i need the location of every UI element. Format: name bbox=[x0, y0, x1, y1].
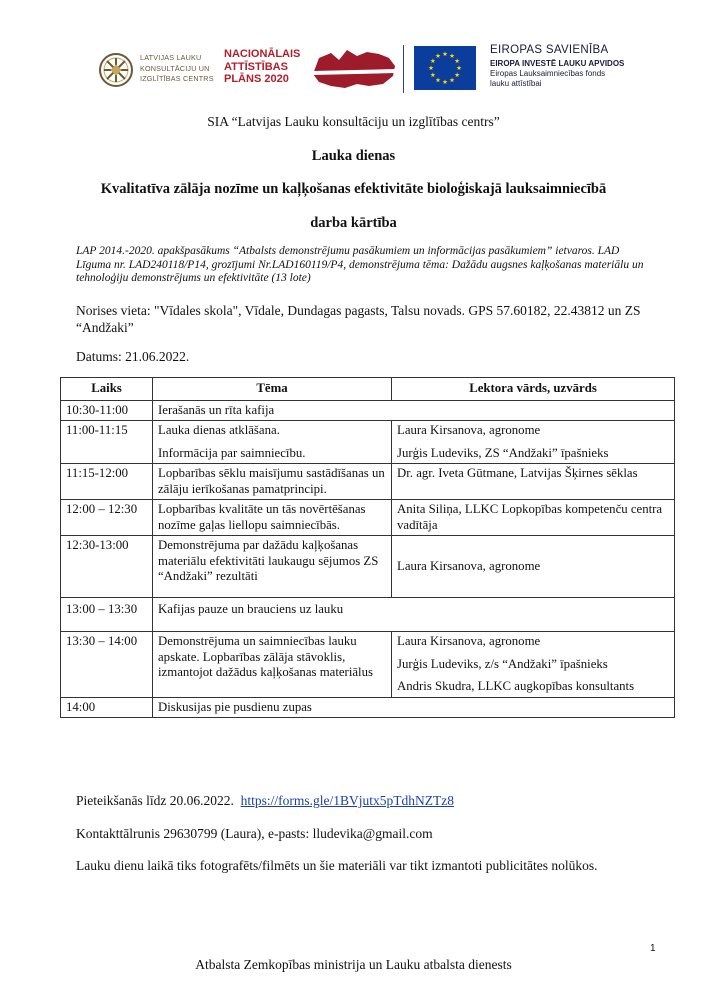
table-row bbox=[61, 500, 675, 536]
event-date: Datums: 21.06.2022. bbox=[76, 349, 190, 364]
cell-lector bbox=[392, 632, 675, 698]
logo-header bbox=[96, 40, 656, 100]
lector-line: Laura Kirsanova, agronome bbox=[397, 634, 541, 648]
eu-title: EIROPAS SAVIENĪBA bbox=[490, 44, 609, 56]
table-row bbox=[61, 697, 675, 718]
event-title: Kvalitatīva zālāja nozīme un kaļķošanas efektivitāte bioloģiskajā lauksaimniecībā bbox=[100, 181, 607, 197]
contact-info: Kontakttālrunis 29630799 (Laura), e-pasts: lludevika@gmail.com bbox=[76, 826, 433, 841]
table-row bbox=[61, 536, 675, 598]
cell-topic: Kafijas pauze un brauciens uz lauku bbox=[153, 597, 675, 632]
cell-time: 12:00 – 12:30 bbox=[61, 500, 153, 536]
schedule-table bbox=[60, 377, 675, 718]
llkc-line: KONSULTĀCIJU UN bbox=[140, 63, 210, 73]
lector-line: Jurģis Ludeviks, z/s “Andžaki” īpašnieks bbox=[397, 656, 608, 671]
cell-topic: Ierašanās un rīta kafija bbox=[153, 400, 675, 421]
cell-time: 11:00-11:15 bbox=[61, 421, 153, 464]
venue: Norises vieta: "Vīdales skola", Vīdale, Dundagas pagasts, Talsu novads. GPS 57.60182, 22.43812 un ZS “Andžaki” bbox=[76, 303, 641, 335]
lector-line: Laura Kirsanova, agronome bbox=[397, 423, 541, 437]
header-lector: Lektora vārds, uzvārds bbox=[392, 378, 675, 401]
cell-time: 14:00 bbox=[61, 697, 153, 718]
cell-lector bbox=[392, 421, 675, 464]
page-footer: Atbalsta Zemkopības ministrija un Lauku atbalsta dienests bbox=[195, 957, 512, 972]
photo-notice: Lauku dienu laikā tiks fotografēts/filmēts un šie materiāli var tikt izmantoti publicitātes nolūkos. bbox=[76, 858, 598, 873]
cell-topic: Demonstrējuma par dažādu kaļķošanas materiālu efektivitāti laukaugu sējumos ZS “Andžaki” rezultāti bbox=[153, 536, 392, 598]
llkc-line: IZGLĪTĪBAS CENTRS bbox=[140, 74, 214, 83]
topic-line: Lauka dienas atklāšana. bbox=[158, 423, 280, 437]
llkc-name bbox=[140, 53, 214, 85]
cell-lector: Anita Siliņa, LLKC Lopkopības kompetenču centra vadītāja bbox=[392, 500, 675, 536]
agenda-heading: darba kārtība bbox=[310, 215, 397, 231]
lector-line: Andris Skudra, LLKC augkopības konsultants bbox=[397, 679, 635, 693]
cell-time: 11:15-12:00 bbox=[61, 464, 153, 500]
nap-line: NACIONĀLAIS bbox=[224, 48, 301, 60]
cell-time: 13:30 – 14:00 bbox=[61, 632, 153, 698]
nap-line: PLĀNS 2020 bbox=[224, 73, 289, 85]
cell-topic: Lopbarības kvalitāte un tās novērtēšanas nozīme gaļas liellopu saimniecībās. bbox=[153, 500, 392, 536]
eu-fund-line: lauku attīstībai bbox=[490, 79, 542, 88]
organization-name: SIA “Latvijas Lauku konsultāciju un izglītības centrs” bbox=[207, 114, 500, 129]
llkc-logo bbox=[96, 50, 216, 90]
latvia-map-icon bbox=[309, 44, 399, 94]
nap-line: ATTĪSTĪBAS bbox=[224, 60, 288, 73]
intro-paragraph: LAP 2014.-2020. apakšpasākums “Atbalsts demonstrējumu pasākumiem un informācijas pasākumiem” ietvaros. LAD Līguma nr. LAD240118/P14, grozījumi Nr.LAD160119/P4, demonstrējuma tēma: Dažādu augsnes kaļķošanas materiālu un tehnoloģiju demonstrējums un efektivitāte (13 lote) bbox=[76, 245, 644, 284]
table-row bbox=[61, 400, 675, 421]
page-number: 1 bbox=[650, 943, 656, 954]
cell-time: 10:30-11:00 bbox=[61, 400, 153, 421]
registration-label: Pieteikšanās līdz 20.06.2022. bbox=[76, 793, 234, 808]
eu-text bbox=[490, 43, 624, 89]
table-row bbox=[61, 597, 675, 632]
header-topic: Tēma bbox=[153, 378, 392, 401]
eu-subtitle: EIROPA INVESTĒ LAUKU APVIDOS bbox=[490, 59, 625, 68]
cell-lector: Laura Kirsanova, agronome bbox=[392, 536, 675, 598]
cell-time: 13:00 – 13:30 bbox=[61, 597, 153, 632]
topic-line: Informācija par saimniecību. bbox=[158, 445, 306, 460]
table-row bbox=[61, 464, 675, 500]
table-row bbox=[61, 632, 675, 698]
table-row bbox=[61, 421, 675, 464]
cell-topic bbox=[153, 421, 392, 464]
table-header-row bbox=[61, 378, 675, 401]
registration-link[interactable]: https://forms.gle/1BVjutx5pTdhNZTz8 bbox=[240, 793, 454, 808]
eu-flag-icon bbox=[414, 46, 476, 90]
eu-fund-line: Eiropas Lauksaimniecības fonds bbox=[490, 69, 606, 78]
logo-divider bbox=[403, 45, 404, 93]
cell-topic: Lopbarības sēklu maisījumu sastādīšanas un zālāju ierīkošanas pamatprincipi. bbox=[153, 464, 392, 500]
cell-lector: Dr. agr. Iveta Gūtmane, Latvijas Šķirnes sēklas bbox=[392, 464, 675, 500]
event-type: Lauka dienas bbox=[311, 148, 396, 164]
cell-topic: Diskusijas pie pusdienu zupas bbox=[153, 697, 675, 718]
cell-topic: Demonstrējuma un saimniecības lauku apskate. Lopbarības zālāja stāvoklis, izmantojot dažādus kaļķošanas materiālus bbox=[153, 632, 392, 698]
nap-logo-text bbox=[224, 48, 300, 86]
llkc-emblem-icon bbox=[98, 52, 134, 88]
registration-line bbox=[76, 793, 454, 809]
llkc-line: LATVIJAS LAUKU bbox=[140, 53, 202, 62]
lector-line: Jurģis Ludeviks, ZS “Andžaki” īpašnieks bbox=[397, 445, 609, 460]
cell-time: 12:30-13:00 bbox=[61, 536, 153, 598]
header-time: Laiks bbox=[61, 378, 153, 401]
